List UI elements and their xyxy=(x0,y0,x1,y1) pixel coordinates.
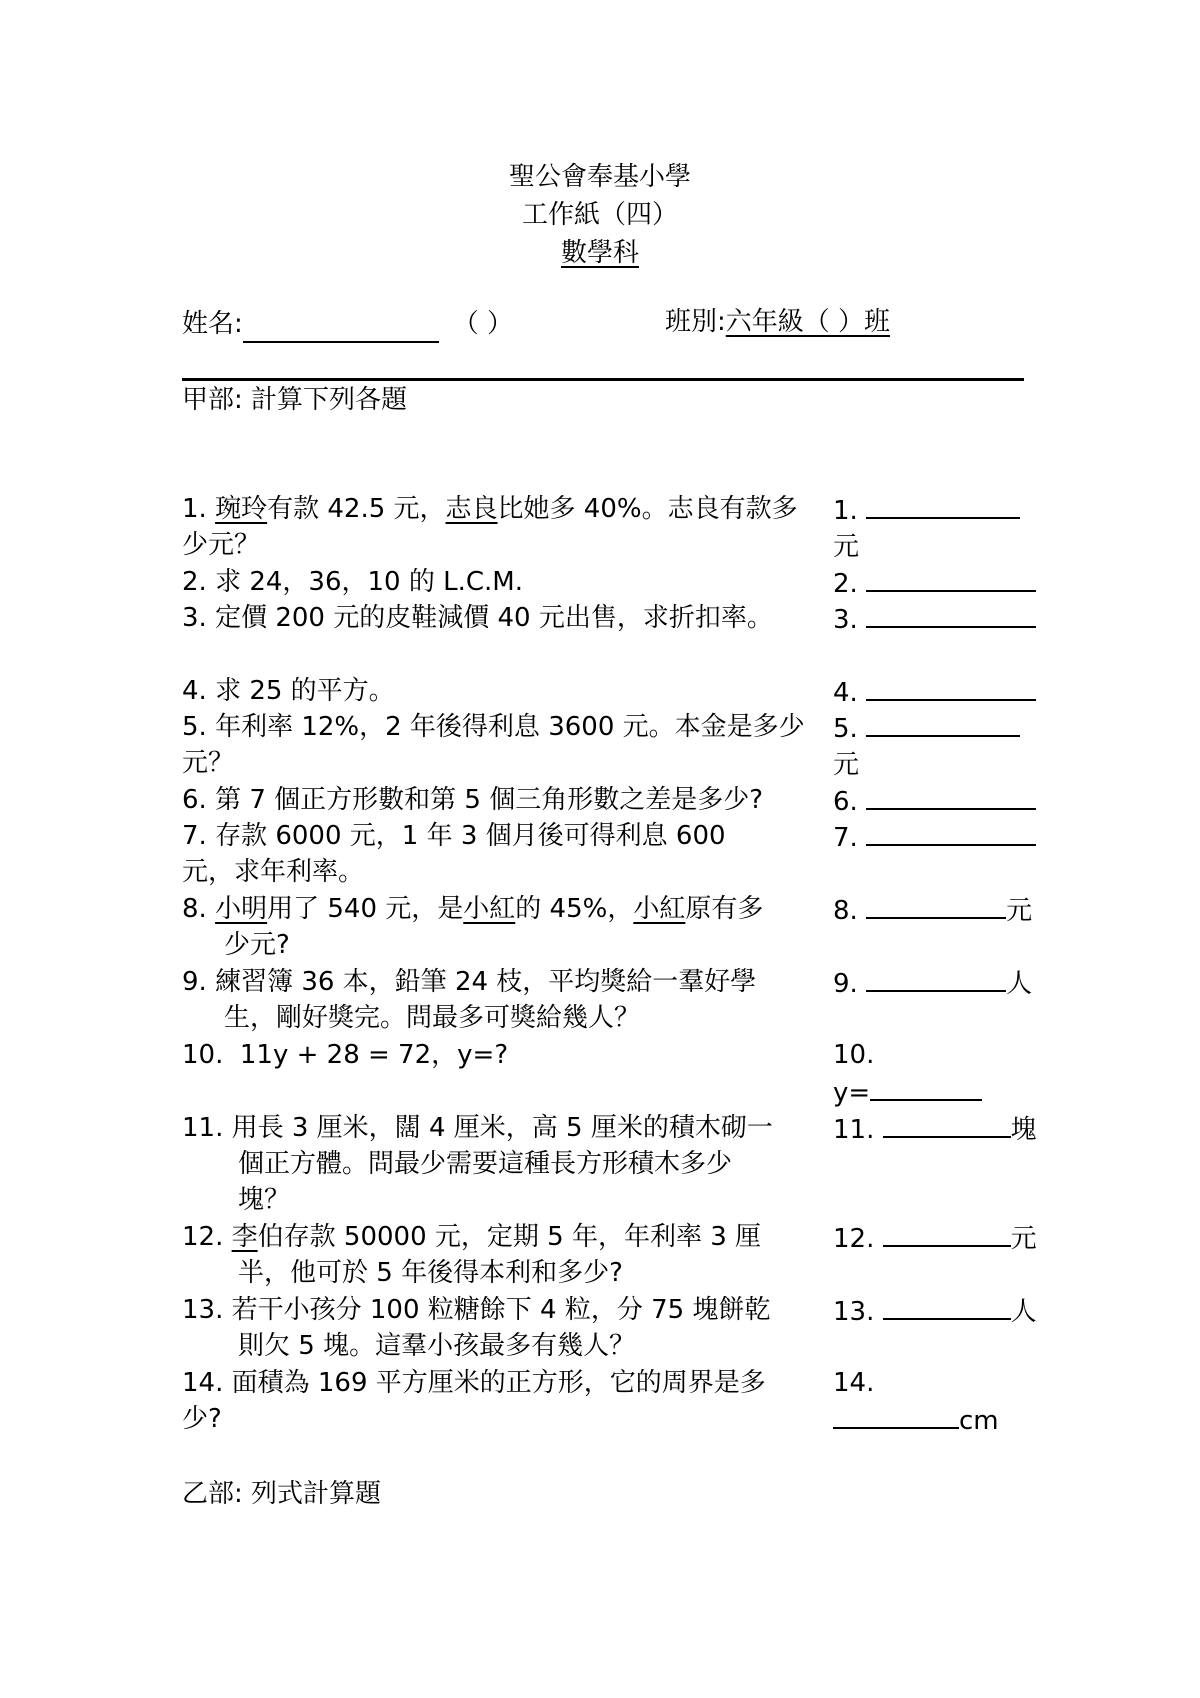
name-blank[interactable] xyxy=(243,303,439,343)
answer-12-blank[interactable] xyxy=(883,1219,1011,1247)
answer-9-blank[interactable] xyxy=(866,964,1006,992)
answer-3: 3. xyxy=(833,600,1073,638)
question-5: 5. 年利率 12%，2 年後得利息 3600 元。本金是多少元？ xyxy=(182,712,805,778)
question-11: 11. 用長 3 厘米，闊 4 厘米，高 5 厘米的積木砌一 個正方體。問最少需要這種長方形積木多少 塊？ xyxy=(182,1113,773,1215)
class-number-paren: （ ） xyxy=(452,309,514,339)
question-4: 4. 求 25 的平方。 xyxy=(182,676,395,706)
answer-7: 7. xyxy=(833,818,1073,856)
answer-10: 10. y= xyxy=(833,1037,1073,1111)
answer-3-blank[interactable] xyxy=(866,600,1036,628)
question-7: 7. 存款 6000 元，1 年 3 個月後可得利息 600 元，求年利率。 xyxy=(182,821,726,887)
answer-1-unit: 元 xyxy=(833,532,860,562)
answer-5-blank[interactable] xyxy=(866,709,1020,737)
question-14: 14. 面積為 169 平方厘米的正方形，它的周界是多少? xyxy=(182,1368,766,1434)
subject-title xyxy=(0,234,1200,272)
section-b-heading: 乙部: 列式計算題 xyxy=(182,1479,382,1509)
question-8: 8. 小明用了 540 元，是小紅的 45%，小紅原有多 少元? xyxy=(182,894,764,960)
question-6: 6. 第 7 個正方形數和第 5 個三角形數之差是多少? xyxy=(182,785,764,815)
answer-1: 1. 元 xyxy=(833,491,1073,565)
answer-6: 6. xyxy=(833,782,1073,820)
answer-7-blank[interactable] xyxy=(866,818,1036,846)
question-1: 1. 琬玲有款 42.5 元，志良比她多 40%。志良有款多少元？ xyxy=(182,494,798,560)
question-10: 10. 11y + 28 = 72，y=? xyxy=(182,1040,509,1070)
answer-5-unit: 元 xyxy=(833,750,860,780)
class-value: 六年級（ ）班 xyxy=(725,307,891,337)
answer-6-blank[interactable] xyxy=(866,782,1036,810)
answer-13-blank[interactable] xyxy=(883,1292,1011,1320)
subject-text: 數學科 xyxy=(560,238,639,268)
answer-8: 8. 元 xyxy=(833,891,1073,929)
answer-11: 11. 塊 xyxy=(833,1110,1073,1148)
answer-8-blank[interactable] xyxy=(866,891,1006,919)
question-9: 9. 練習簿 36 本，鉛筆 24 枝，平均獎給一羣好學 生，剛好獎完。問最多可獎給幾人？ xyxy=(182,967,757,1033)
answer-1-blank[interactable] xyxy=(866,491,1020,519)
class-label: 班別: xyxy=(665,307,726,337)
answer-12: 12. 元 xyxy=(833,1219,1073,1257)
answer-14-blank[interactable] xyxy=(833,1401,959,1429)
answer-2: 2. xyxy=(833,564,1073,602)
name-field xyxy=(182,303,513,343)
answer-4: 4. xyxy=(833,673,1073,711)
question-13: 13. 若干小孩分 100 粒糖餘下 4 粒，分 75 塊餅乾 則欠 5 塊。這羣小孩最多有幾人？ xyxy=(182,1295,771,1361)
question-3: 3. 定價 200 元的皮鞋減價 40 元出售，求折扣率。 xyxy=(182,603,773,633)
answer-5: 5. 元 xyxy=(833,709,1073,783)
worksheet-title: 工作紙（四） xyxy=(521,200,678,230)
name-label: 姓名: xyxy=(182,309,243,339)
answer-2-blank[interactable] xyxy=(866,564,1036,592)
class-field xyxy=(665,303,890,341)
answer-11-blank[interactable] xyxy=(883,1110,1011,1138)
answer-4-blank[interactable] xyxy=(866,673,1036,701)
answer-10-blank[interactable] xyxy=(870,1073,982,1101)
answer-9: 9. 人 xyxy=(833,964,1073,1002)
section-a-heading: 甲部: 計算下列各題 xyxy=(182,385,408,415)
school-name: 聖公會奉基小學 xyxy=(508,162,691,192)
question-12: 12. 李伯存款 50000 元，定期 5 年，年利率 3 厘 半，他可於 5 年後得本利和多少? xyxy=(182,1222,762,1288)
answer-13: 13. 人 xyxy=(833,1292,1073,1330)
answer-14: 14. cm xyxy=(833,1368,999,1436)
question-2: 2. 求 24，36，10 的 L.C.M. xyxy=(182,567,523,597)
